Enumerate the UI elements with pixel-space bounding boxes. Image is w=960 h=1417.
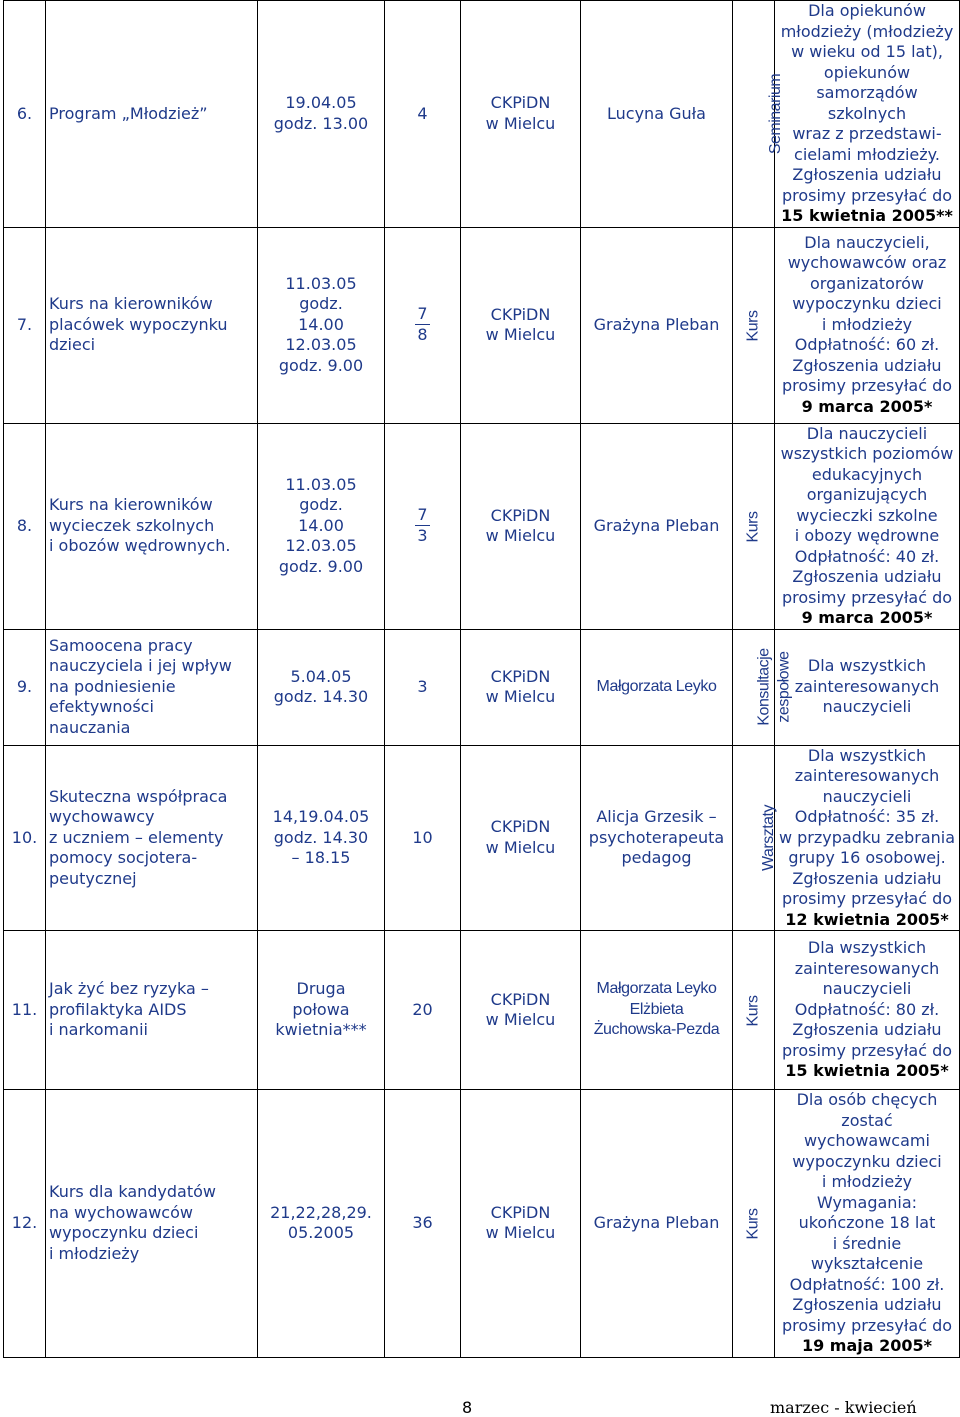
course-notes-line: młodzieży (młodzieży xyxy=(780,21,954,41)
hours-denominator: 3 xyxy=(417,526,428,546)
course-notes-line: prosimy przesyłać do xyxy=(781,1040,953,1060)
row-number: 11. xyxy=(4,931,46,1090)
course-location xyxy=(461,931,581,1090)
course-date-line: godz. 9.00 xyxy=(278,556,364,576)
course-notes-line: nauczycieli xyxy=(822,697,912,717)
course-title-line: wypoczynku dzieci xyxy=(49,1223,199,1243)
application-deadline: 12 kwietnia 2005* xyxy=(785,909,949,929)
course-title-line: Samoocena pracy xyxy=(49,635,193,655)
course-title-line: Skuteczna współpraca xyxy=(49,786,228,806)
course-form xyxy=(733,745,778,931)
course-leader-line: Alicja Grzesik – xyxy=(596,807,717,826)
course-form xyxy=(733,1090,775,1358)
course-title-line: efektywności xyxy=(49,697,154,717)
course-location-line: CKPiDN xyxy=(490,989,551,1009)
course-date-line: godz. 9.00 xyxy=(278,355,364,375)
course-form-label xyxy=(744,310,764,341)
course-form-label xyxy=(744,511,764,542)
course-leader xyxy=(581,931,733,1090)
course-date-line: 5.04.05 xyxy=(290,666,352,686)
course-notes-line: Dla opiekunów xyxy=(808,1,926,20)
course-date-line: godz. 14.30 xyxy=(273,827,369,847)
period-label: marzec - kwiecień xyxy=(770,1398,917,1417)
course-form xyxy=(733,423,775,629)
course-notes-line: zainteresowanych xyxy=(794,676,940,696)
course-location xyxy=(461,423,581,629)
course-notes-line: i obozy wędrowne xyxy=(794,526,940,545)
course-notes-line: Zgłoszenia udziału xyxy=(792,567,942,586)
course-notes-line: Zgłoszenia udziału xyxy=(792,868,942,888)
course-title xyxy=(46,1090,258,1358)
course-date-line: godz. xyxy=(299,294,343,314)
course-hours xyxy=(385,227,461,423)
course-location-line: w Mielcu xyxy=(485,1010,556,1029)
table-row xyxy=(4,1090,960,1358)
course-date-line: – 18.15 xyxy=(291,848,351,867)
course-notes-line: zainteresowanych xyxy=(794,766,940,785)
course-date-line: godz. 14.30 xyxy=(273,687,369,706)
course-leader-line: psychoterapeuta xyxy=(588,827,725,847)
application-deadline: 19 maja 2005* xyxy=(801,1336,933,1355)
course-date-line: 11.03.05 xyxy=(285,474,357,494)
course-notes-line: Dla wszystkich xyxy=(807,938,927,958)
course-leader-line: Małgorzata Leyko xyxy=(596,677,717,695)
course-leader-line: pedagog xyxy=(621,848,692,867)
course-notes-line: edukacyjnych xyxy=(811,464,923,484)
course-hours: 10 xyxy=(385,745,461,931)
course-form xyxy=(733,227,775,423)
course-form-line: Konsultacje xyxy=(755,648,773,726)
course-title-line: nauczyciela i jej wpływ xyxy=(49,656,232,676)
course-location xyxy=(461,227,581,423)
course-location-line: w Mielcu xyxy=(485,526,556,545)
course-notes xyxy=(775,931,960,1090)
course-title-line: nauczania xyxy=(49,717,131,737)
course-date xyxy=(258,629,385,745)
course-title-line: Program „Młodzież” xyxy=(49,103,208,123)
course-leader xyxy=(581,423,733,629)
course-notes-line: wypoczynku dzieci xyxy=(792,294,942,314)
course-notes-line: Dla osób chęcych xyxy=(796,1090,938,1109)
course-notes-line: i średnie wykształcenie xyxy=(810,1233,924,1273)
course-date xyxy=(258,745,385,931)
course-title-line: na wychowawców xyxy=(49,1202,193,1222)
course-location xyxy=(461,1,581,228)
course-notes-line: prosimy przesyłać do xyxy=(781,376,953,396)
course-notes-line: zostać wychowawcami xyxy=(804,1110,930,1150)
course-leader-line: Żuchowska-Pezda xyxy=(593,1021,720,1039)
course-date-line: 19.04.05 xyxy=(285,93,357,113)
row-number: 12. xyxy=(4,1090,46,1358)
application-deadline: 9 marca 2005* xyxy=(801,608,933,627)
course-notes-line: wraz z przedstawi- xyxy=(792,124,942,143)
course-hours: 4 xyxy=(385,1,461,228)
course-notes xyxy=(775,1090,960,1358)
row-number: 8. xyxy=(4,423,46,629)
table-row xyxy=(4,931,960,1090)
course-form-line: Warsztaty xyxy=(760,805,778,872)
course-form-line: Kurs xyxy=(744,310,762,341)
course-notes-line: Odpłatność: 100 zł. xyxy=(789,1274,945,1294)
course-notes-line: Zgłoszenia udziału xyxy=(792,355,942,375)
table-row xyxy=(4,423,960,629)
course-title-line: dzieci xyxy=(49,335,96,355)
course-leader-line: Grażyna Pleban xyxy=(593,1213,720,1232)
course-date-line: 12.03.05 xyxy=(285,536,357,556)
course-notes-line: nauczycieli xyxy=(822,786,912,806)
course-location-line: CKPiDN xyxy=(490,304,551,324)
course-date-line: 14,19.04.05 xyxy=(272,807,370,826)
row-number: 10. xyxy=(4,745,46,931)
course-title-line: i obozów wędrownych. xyxy=(49,536,231,556)
hours-fraction xyxy=(415,304,429,345)
course-notes-line: Dla wszystkich xyxy=(807,745,927,765)
schedule-table xyxy=(3,0,960,1358)
course-title-line: Kurs na kierowników xyxy=(49,495,213,515)
course-title xyxy=(46,423,258,629)
course-location xyxy=(461,1090,581,1358)
course-notes-line: opiekunów xyxy=(823,62,911,82)
course-notes-line: i młodzieży xyxy=(821,314,913,334)
course-form-line: zespołowe xyxy=(775,651,793,723)
course-notes-line: wypoczynku dzieci xyxy=(792,1151,942,1171)
course-hours: 3 xyxy=(385,629,461,745)
hours-denominator: 8 xyxy=(417,325,428,345)
course-notes-line: Dla wszystkich xyxy=(807,656,927,676)
course-notes-line: prosimy przesyłać do xyxy=(781,889,953,908)
application-deadline: 15 kwietnia 2005* xyxy=(785,1061,949,1081)
course-notes-line: cielami młodzieży. xyxy=(794,144,940,164)
course-location xyxy=(461,745,581,931)
course-leader xyxy=(581,629,733,745)
course-date-line: godz. 13.00 xyxy=(273,113,369,133)
course-hours xyxy=(385,423,461,629)
course-title-line: i narkomanii xyxy=(49,1020,148,1040)
course-date-line: Druga xyxy=(296,979,346,999)
course-notes-line: prosimy przesyłać do xyxy=(781,587,953,607)
course-form-line: Seminarium xyxy=(767,74,785,155)
course-title-line: Kurs na kierowników xyxy=(49,294,213,314)
course-date-line: 11.03.05 xyxy=(285,273,357,293)
course-notes-line: prosimy przesyłać do xyxy=(781,185,953,205)
course-title-line: peutycznej xyxy=(49,868,137,888)
course-date-line: 12.03.05 xyxy=(285,335,357,355)
course-notes-line: organizatorów xyxy=(810,273,924,293)
course-notes-line: Odpłatność: 60 zł. xyxy=(794,335,940,355)
course-location-line: w Mielcu xyxy=(485,837,556,857)
course-date-line: 14.00 xyxy=(298,515,344,535)
course-title-line: i młodzieży xyxy=(49,1243,140,1263)
course-location-line: CKPiDN xyxy=(490,93,551,113)
course-date-line: kwietnia*** xyxy=(275,1020,367,1040)
course-form-label xyxy=(759,805,779,871)
course-hours: 20 xyxy=(385,931,461,1090)
course-location-line: w Mielcu xyxy=(485,687,556,706)
course-leader-line: Małgorzata Leyko xyxy=(596,980,717,998)
course-location-line: CKPiDN xyxy=(490,817,551,837)
course-form xyxy=(733,1,785,228)
table-row xyxy=(4,227,960,423)
row-number: 9. xyxy=(4,629,46,745)
hours-fraction xyxy=(415,505,429,546)
course-notes-line: nauczycieli xyxy=(822,979,912,999)
row-number: 7. xyxy=(4,227,46,423)
course-notes-line: Zgłoszenia udziału xyxy=(792,1295,942,1314)
course-notes-line: Odpłatność: 40 zł. xyxy=(794,546,940,566)
course-leader-line: Elżbieta xyxy=(629,1000,684,1018)
course-form-line: Kurs xyxy=(744,511,762,542)
course-date xyxy=(258,423,385,629)
course-notes-line: Wymagania: xyxy=(816,1192,918,1212)
course-location xyxy=(461,629,581,745)
course-location-line: CKPiDN xyxy=(490,1202,551,1222)
course-title-line: profilaktyka AIDS xyxy=(49,999,187,1019)
course-title-line: Jak żyć bez ryzyka – xyxy=(49,979,209,999)
course-notes-line: Dla nauczycieli, xyxy=(804,232,930,252)
course-form-line: Kurs xyxy=(744,995,762,1026)
course-date xyxy=(258,1,385,228)
row-number: 6. xyxy=(4,1,46,228)
course-title xyxy=(46,227,258,423)
course-notes-line: w wieku od 15 lat), xyxy=(791,42,943,61)
course-notes-line: w przypadku zebrania xyxy=(778,827,956,847)
course-notes-line: wszystkich poziomów xyxy=(780,444,954,463)
course-title-line: Kurs dla kandydatów xyxy=(49,1182,216,1202)
hours-numerator: 7 xyxy=(417,304,428,324)
course-title-line: wycieczek szkolnych xyxy=(49,515,215,535)
course-title xyxy=(46,1,258,228)
course-leader xyxy=(581,1090,733,1358)
course-notes xyxy=(775,227,960,423)
course-notes-line: Odpłatność: 80 zł. xyxy=(794,999,940,1019)
course-title xyxy=(46,931,258,1090)
application-deadline: 9 marca 2005* xyxy=(801,396,933,416)
course-notes-line: grupy 16 osobowej. xyxy=(788,848,946,867)
table-row xyxy=(4,745,960,931)
course-leader-line: Grażyna Pleban xyxy=(593,314,720,334)
course-title-line: na podniesienie xyxy=(49,676,176,696)
course-notes xyxy=(775,629,960,745)
course-date-line: godz. xyxy=(299,495,343,515)
course-title-line: wychowawcy xyxy=(49,807,155,826)
course-title xyxy=(46,745,258,931)
course-form-label xyxy=(744,995,764,1026)
course-location-line: CKPiDN xyxy=(490,666,551,686)
page-number: 8 xyxy=(462,1398,473,1417)
course-date xyxy=(258,931,385,1090)
course-form xyxy=(733,931,775,1090)
course-notes xyxy=(775,745,960,931)
course-date-line: 14.00 xyxy=(298,314,344,334)
course-leader xyxy=(581,745,733,931)
table-row xyxy=(4,629,960,745)
course-date xyxy=(258,227,385,423)
course-date-line: połowa xyxy=(292,999,350,1019)
course-notes-line: ukończone 18 lat xyxy=(798,1213,936,1232)
course-form-label xyxy=(744,1208,764,1239)
course-form-label xyxy=(766,74,786,154)
course-title-line: pomocy socjotera- xyxy=(49,848,198,867)
course-notes-line: samorządów szkolnych xyxy=(816,83,918,123)
course-date-line: 05.2005 xyxy=(287,1223,355,1243)
course-notes-line: Zgłoszenia udziału xyxy=(792,1020,942,1040)
course-notes-line: Zgłoszenia udziału xyxy=(792,165,942,184)
course-title-line: z uczniem – elementy xyxy=(49,827,224,847)
course-notes-line: Dla nauczycieli xyxy=(806,423,928,443)
course-notes-line: i młodzieży xyxy=(821,1172,913,1191)
course-notes xyxy=(775,423,960,629)
course-location-line: w Mielcu xyxy=(485,113,556,133)
course-form-line: Kurs xyxy=(744,1208,762,1240)
course-date xyxy=(258,1090,385,1358)
course-notes xyxy=(775,1,960,228)
hours-numerator: 7 xyxy=(417,505,428,525)
course-notes-line: wychowawców oraz xyxy=(787,253,947,273)
course-leader xyxy=(581,1,733,228)
course-location-line: w Mielcu xyxy=(485,1223,556,1243)
course-form-label xyxy=(755,648,795,725)
course-leader-line: Lucyna Guła xyxy=(607,103,706,123)
application-deadline: 15 kwietnia 2005** xyxy=(781,206,953,225)
course-title xyxy=(46,629,258,745)
course-location-line: w Mielcu xyxy=(485,325,556,344)
course-title-line: placówek wypoczynku xyxy=(49,314,228,334)
course-leader-line: Grażyna Pleban xyxy=(593,515,720,535)
course-notes-line: zainteresowanych xyxy=(794,958,940,978)
course-date-line: 21,22,28,29. xyxy=(270,1202,372,1222)
course-location-line: CKPiDN xyxy=(490,505,551,525)
course-form xyxy=(733,629,793,745)
table-row xyxy=(4,1,960,228)
course-hours: 36 xyxy=(385,1090,461,1358)
course-notes-line: wycieczki szkolne xyxy=(796,505,938,525)
course-leader xyxy=(581,227,733,423)
course-notes-line: organizujących xyxy=(806,485,928,504)
course-notes-line: prosimy przesyłać do xyxy=(781,1315,953,1335)
course-notes-line: Odpłatność: 35 zł. xyxy=(794,807,940,826)
